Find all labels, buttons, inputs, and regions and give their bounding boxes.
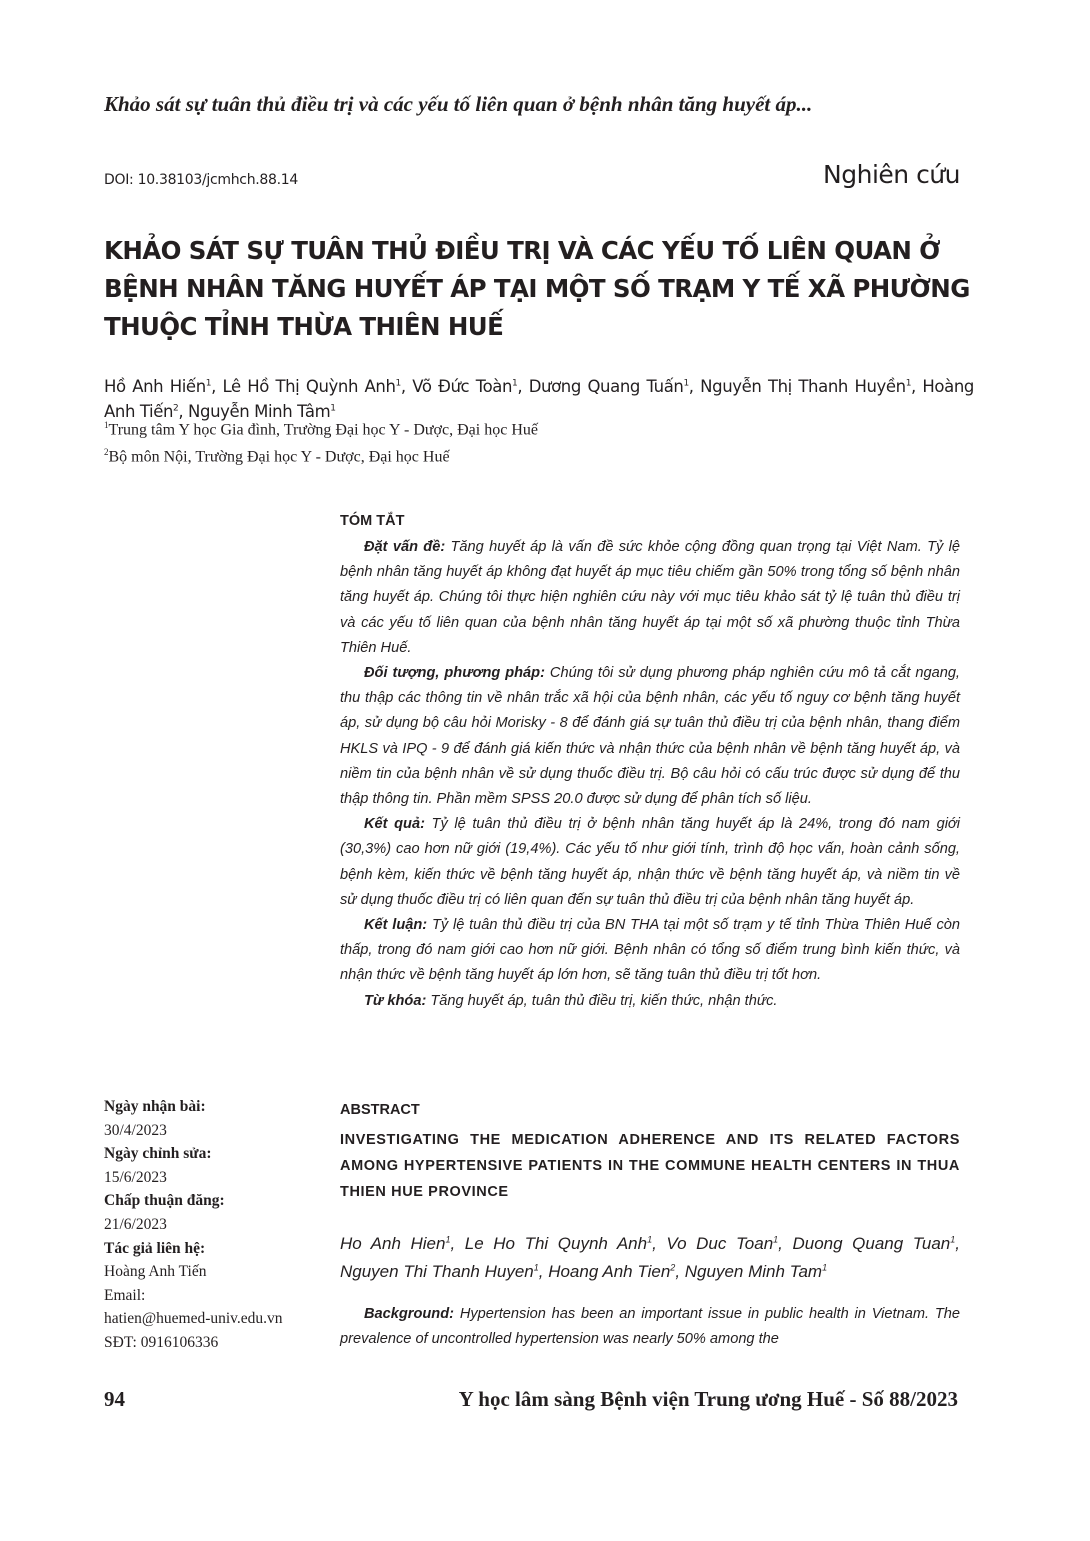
author: Hoang Anh Tien$^2$, (548, 1262, 685, 1282)
author (188, 402, 336, 421)
author-affiliation-mark: 1 (533, 1262, 539, 1273)
summary-section-results (340, 812, 960, 913)
author-affiliation-mark: 1 (205, 378, 212, 388)
author: Võ Đức Toàn$^1$, (412, 376, 529, 396)
summary-section-keywords (340, 989, 960, 1014)
section-label: Kết luận: (364, 917, 428, 934)
section-label: Đối tượng, phương pháp: (364, 665, 545, 682)
revised-label: Ngày chỉnh sửa: (104, 1145, 212, 1163)
author: Dương Quang Tuấn$^1$, (528, 376, 701, 396)
author-name: Dương Quang Tuấn (528, 376, 684, 396)
author (685, 1262, 827, 1281)
author: Vo Duc Toan$^1$, (666, 1233, 793, 1253)
author-name: Nguyen Minh Tam (684, 1262, 823, 1282)
section-label: Đặt vấn đề: (364, 539, 446, 555)
author-name: Võ Đức Toàn (412, 376, 513, 396)
section-text: Tăng huyết áp là vấn đề sức khỏe cộng đồng quan trọng tại Việt Nam. Tỷ lệ bệnh nhân tăng huyết áp không đạt huyết áp mục tiêu chiếm gần 50% trong tổng số bệnh nhân tăng huyết áp. Chúng tôi thực hiện nghiên cứu này với mục tiêu khảo sát tỷ lệ tuân thủ điều trị và các yếu tố liên quan của bệnh nhân tăng huyết áp tại một số xã phường thuộc tỉnh Thừa Thiên Huế. (340, 539, 960, 656)
corresponding-author-name: Hoàng Anh Tiến (104, 1263, 207, 1281)
author-name: Hoàng Anh Tiến (104, 376, 974, 421)
journal-footer: Y học lâm sàng Bệnh viện Trung ương Huế - Số 88/2023 (458, 1387, 958, 1411)
abstract-heading: ABSTRACT (340, 1102, 420, 1118)
received-date: 30/4/2023 (104, 1121, 167, 1139)
section-text: Hypertension has been an important issue in public health in Vietnam. The prevalence of uncontrolled hypertension was nearly 50% among the (340, 1306, 960, 1348)
author-name: Duong Quang Tuan (792, 1233, 951, 1253)
author-name: Nguyen Thi Thanh Huyen (340, 1262, 534, 1282)
section-text: Chúng tôi sử dụng phương pháp nghiên cứu mô tả cắt ngang, thu thập các thông tin về nhân trắc xã hội của bệnh nhân, các yếu tố nguy cơ bệnh tăng huyết áp, sử dụng bộ câu hỏi Morisky - 8 để đánh giá sự tuân thủ điều trị của bệnh nhân, thang điểm HKLS và IPQ - 9 để đánh giá kiến thức và nhận thức của bệnh nhân về bệnh tăng huyết áp, và niềm tin của bệnh nhân về sử dụng thuốc điều trị. Bộ câu hỏi có cấu trúc được sử dụng để thu thập thông tin. Phần mềm SPSS 20.0 được sử dụng để phân tích số liệu. (340, 665, 960, 808)
summary-heading: TÓM TẮT (340, 513, 405, 529)
author-affiliation-mark: 1 (905, 378, 912, 388)
email-link[interactable]: hatien@huemed-univ.edu.vn (104, 1310, 283, 1328)
corresponding-author-label: Tác giả liên hệ: (104, 1239, 206, 1257)
author-list (104, 372, 974, 423)
author: Hoàng Anh Tiến$^2$, (104, 376, 974, 421)
author: Nguyễn Thị Thanh Huyền$^1$, (700, 376, 923, 396)
section-label: Từ khóa: (364, 992, 427, 1009)
author-affiliation-mark: 1 (950, 1234, 956, 1244)
author: Duong Quang Tuan$^1$, (792, 1233, 961, 1253)
abstract-title: INVESTIGATING THE MEDICATION ADHERENCE AND ITS RELATED FACTORS AMONG HYPERTENSIVE PATIENTS IN THE COMMUNE HEALTH CENTERS IN THUA THIEN HUE PROVINCE (340, 1132, 960, 1200)
page-number: 94 (104, 1387, 125, 1411)
summary-section-methods (340, 661, 960, 812)
summary-section-background (340, 535, 960, 661)
affiliation-number: 2 (104, 447, 109, 457)
article-info (104, 1095, 324, 1355)
running-head: Khảo sát sự tuân thủ điều trị và các yếu tố liên quan ở bệnh nhân tăng huyết áp... (104, 92, 813, 116)
affiliation-number: 1 (104, 420, 109, 430)
author-affiliation-mark: 1 (395, 378, 401, 388)
section-type: Nghiên cứu (823, 160, 960, 189)
author-affiliation-mark: 1 (512, 378, 518, 388)
author: Ho Anh Hien$^1$, (340, 1233, 465, 1253)
abstract-author-list (340, 1227, 960, 1284)
affiliation-1 (104, 420, 538, 439)
section-text: Tỷ lệ tuân thủ điều trị ở bệnh nhân tăng huyết áp là 24%, trong đó nam giới (30,3%) cao hơn nữ giới (19,4%). Các yếu tố như giới tính, trình độ học vấn, hoàn cảnh sống, bệnh kèm, kiến thức về bệnh tăng huyết áp, nhận thức về bệnh tăng huyết áp, và niềm tin về sử dụng thuốc điều trị có liên quan đến sự tuân thủ điều trị của bệnh nhân tăng huyết áp. (340, 816, 961, 908)
author-affiliation-mark: 1 (822, 1262, 828, 1273)
author: Le Ho Thi Quynh Anh$^1$, (464, 1233, 667, 1253)
author-name: Ho Anh Hien (340, 1233, 446, 1253)
author-name: Nguyễn Minh Tâm (188, 402, 331, 421)
article-title: KHẢO SÁT SỰ TUÂN THỦ ĐIỀU TRỊ VÀ CÁC YẾU TỐ LIÊN QUAN Ở BỆNH NHÂN TĂNG HUYẾT ÁP TẠI MỘT SỐ TRẠM Y TẾ XÃ PHƯỜNG THUỘC TỈNH THỪA THIÊN HUẾ (104, 236, 970, 341)
author-affiliation-mark: 2 (173, 403, 179, 414)
author: Lê Hồ Thị Quỳnh Anh$^1$, (222, 376, 413, 396)
author-affiliation-mark: 1 (445, 1234, 451, 1244)
author-name: Nguyễn Thị Thanh Huyền (700, 376, 906, 396)
doi-link[interactable]: DOI: 10.38103/jcmhch.88.14 (104, 172, 299, 188)
author-name: Vo Duc Toan (666, 1233, 774, 1253)
author: Hồ Anh Hiến$^1$, (104, 376, 223, 396)
section-text: Tăng huyết áp, tuân thủ điều trị, kiến thức, nhận thức. (426, 992, 778, 1009)
accepted-label: Chấp thuận đăng: (104, 1192, 225, 1210)
section-text: Tỷ lệ tuân thủ điều trị của BN THA tại một số trạm y tế tỉnh Thừa Thiên Huế còn thấp, trong đó nam giới cao hơn nữ giới. Bệnh nhân có tổng số điểm trung bình kiến thức, và nhận thức về bệnh tăng huyết áp lớn hơn, sẽ tăng tuân thủ điều trị tốt hơn. (340, 917, 960, 984)
section-label: Kết quả: (364, 816, 425, 833)
section-label: Background: (364, 1306, 454, 1322)
author-name: Le Ho Thi Quynh Anh (464, 1233, 648, 1253)
affiliation-text: Bộ môn Nội, Trường Đại học Y - Dược, Đại học Huế (108, 448, 450, 466)
author-name: Lê Hồ Thị Quỳnh Anh (222, 376, 396, 396)
author: Nguyen Thi Thanh Huyen$^1$, (340, 1262, 549, 1282)
author-affiliation-mark: 1 (330, 403, 336, 414)
affiliation-2 (104, 447, 450, 466)
received-label: Ngày nhận bài: (104, 1098, 206, 1115)
author-affiliation-mark: 1 (683, 378, 689, 388)
author-affiliation-mark: 1 (773, 1234, 779, 1244)
author-affiliation-mark: 1 (647, 1234, 653, 1244)
email-label: Email: (104, 1286, 146, 1304)
phone-number: SĐT: 0916106336 (104, 1333, 219, 1351)
summary-body (340, 535, 960, 1014)
accepted-date: 21/6/2023 (104, 1215, 167, 1233)
abstract-body (340, 1302, 960, 1352)
revised-date: 15/6/2023 (104, 1168, 167, 1186)
author-name: Hồ Anh Hiến (104, 376, 206, 396)
abstract-section-background (340, 1302, 960, 1352)
author-affiliation-mark: 2 (670, 1262, 676, 1273)
author-name: Hoang Anh Tien (548, 1262, 671, 1282)
summary-section-conclusion (340, 913, 960, 989)
affiliation-text: Trung tâm Y học Gia đình, Trường Đại học Y - Dược, Đại học Huế (108, 421, 538, 439)
